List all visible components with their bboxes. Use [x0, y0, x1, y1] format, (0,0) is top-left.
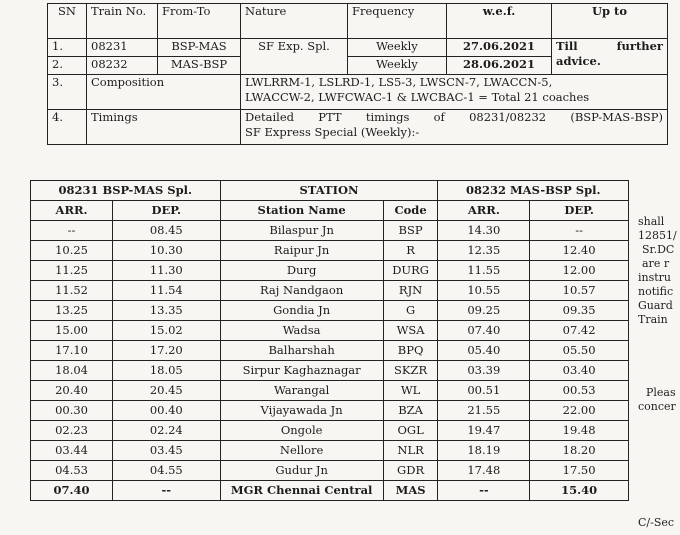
timings-line-1: Detailed PTT timings of 08231/08232 (BSP-MAS-BSP)	[245, 110, 663, 124]
dep-time: 10.30	[113, 241, 220, 261]
station-name: Raipur Jn	[220, 241, 383, 261]
arr-time: 07.40	[31, 481, 113, 501]
arr-time: 10.25	[31, 241, 113, 261]
arr-time: 09.25	[438, 301, 530, 321]
side-line: Guard	[638, 299, 673, 312]
dep-time: 00.40	[113, 401, 220, 421]
arr-time: 00.30	[31, 401, 113, 421]
side-line: Pleas	[646, 386, 676, 399]
station-name: Durg	[220, 261, 383, 281]
timetable-row	[31, 221, 629, 241]
arr-time: 04.53	[31, 461, 113, 481]
sn: 2.	[48, 57, 87, 75]
group-header-row	[31, 181, 629, 201]
dep-time: 12.40	[530, 241, 629, 261]
station-code: RJN	[383, 281, 438, 301]
side-line: Sr.DC	[642, 243, 675, 256]
composition-value	[241, 75, 668, 110]
up-train-header: 08232 MAS-BSP Spl.	[438, 181, 629, 201]
dep-time: 03.45	[113, 441, 220, 461]
dep-time: 12.00	[530, 261, 629, 281]
station-name: MGR Chennai Central	[220, 481, 383, 501]
arr-time: 21.55	[438, 401, 530, 421]
station-name: Gudur Jn	[220, 461, 383, 481]
station-code: NLR	[383, 441, 438, 461]
side-line: Train	[638, 313, 668, 326]
timings-value	[241, 110, 668, 145]
arr-time: 17.10	[31, 341, 113, 361]
header-up-to: Up to	[552, 4, 668, 39]
side-line: concer	[638, 400, 676, 413]
timings-line-2: SF Express Special (Weekly):-	[245, 125, 420, 139]
timetable-row	[31, 261, 629, 281]
timetable-row	[31, 241, 629, 261]
sn: 3.	[48, 75, 87, 110]
station-code: R	[383, 241, 438, 261]
station-name: Sirpur Kaghaznagar	[220, 361, 383, 381]
station-header: STATION	[220, 181, 438, 201]
arr-time: 12.35	[438, 241, 530, 261]
arr-time: 10.55	[438, 281, 530, 301]
timetable-row	[31, 441, 629, 461]
train-no: 08232	[87, 57, 158, 75]
station-name: Bilaspur Jn	[220, 221, 383, 241]
dep-time: 05.50	[530, 341, 629, 361]
header-train-no: Train No.	[87, 4, 158, 39]
timetable	[30, 180, 629, 501]
dep-time: --	[113, 481, 220, 501]
arr-time: --	[31, 221, 113, 241]
station-code: WSA	[383, 321, 438, 341]
dep-time: 17.20	[113, 341, 220, 361]
timetable-row	[31, 381, 629, 401]
from-to: MAS-BSP	[158, 57, 241, 75]
station-name: Nellore	[220, 441, 383, 461]
station-code: WL	[383, 381, 438, 401]
arr-time: 05.40	[438, 341, 530, 361]
station-name: Vijayawada Jn	[220, 401, 383, 421]
dep-time: 02.24	[113, 421, 220, 441]
dep-header: DEP.	[113, 201, 220, 221]
sn: 1.	[48, 39, 87, 57]
down-train-header: 08231 BSP-MAS Spl.	[31, 181, 221, 201]
dep-time: 09.35	[530, 301, 629, 321]
timings-label: Timings	[87, 110, 241, 145]
composition-line-1: LWLRRM-1, LSLRD-1, LS5-3, LWSCN-7, LWACCN-5,	[245, 75, 553, 89]
dep-time: 22.00	[530, 401, 629, 421]
arr-time: 17.48	[438, 461, 530, 481]
dep-time: 19.48	[530, 421, 629, 441]
dep-time: 18.05	[113, 361, 220, 381]
arr-time: 11.25	[31, 261, 113, 281]
wef-date: 28.06.2021	[447, 57, 552, 75]
timetable-row	[31, 361, 629, 381]
arr-time: 11.55	[438, 261, 530, 281]
side-line: instru	[638, 271, 672, 284]
arr-time: 20.40	[31, 381, 113, 401]
timetable-row	[31, 301, 629, 321]
dep-time: 20.45	[113, 381, 220, 401]
dep-time: 03.40	[530, 361, 629, 381]
frequency: Weekly	[348, 39, 447, 57]
station-code: G	[383, 301, 438, 321]
arr-time: 19.47	[438, 421, 530, 441]
nature: SF Exp. Spl.	[241, 39, 348, 75]
dep-time: 11.30	[113, 261, 220, 281]
side-text-top	[638, 215, 677, 327]
dep-time: 17.50	[530, 461, 629, 481]
arr-time: 03.39	[438, 361, 530, 381]
from-to: BSP-MAS	[158, 39, 241, 57]
side-text-bottom: C/-Sec	[638, 516, 675, 529]
dep-time: 00.53	[530, 381, 629, 401]
frequency: Weekly	[348, 57, 447, 75]
arr-time: 18.19	[438, 441, 530, 461]
arr-time: 13.25	[31, 301, 113, 321]
timetable-row	[31, 321, 629, 341]
arr-time: 14.30	[438, 221, 530, 241]
timetable-row	[31, 281, 629, 301]
dep-time: 15.02	[113, 321, 220, 341]
up-to	[552, 39, 668, 75]
station-name: Raj Nandgaon	[220, 281, 383, 301]
station-name: Ongole	[220, 421, 383, 441]
header-row	[48, 4, 668, 39]
composition-row	[48, 75, 668, 110]
dep-time: 10.57	[530, 281, 629, 301]
arr-time: --	[438, 481, 530, 501]
side-line: 12851/	[638, 229, 677, 242]
station-code: BPQ	[383, 341, 438, 361]
dep-time: 15.40	[530, 481, 629, 501]
station-code: OGL	[383, 421, 438, 441]
header-frequency: Frequency	[348, 4, 447, 39]
dep-time: --	[530, 221, 629, 241]
side-text-mid	[638, 386, 676, 414]
arr-header: ARR.	[438, 201, 530, 221]
code-header: Code	[383, 201, 438, 221]
station-name: Balharshah	[220, 341, 383, 361]
arr-time: 07.40	[438, 321, 530, 341]
train-row	[48, 39, 668, 57]
timetable-row	[31, 461, 629, 481]
side-line: notific	[638, 285, 674, 298]
timetable-body	[31, 221, 629, 501]
train-details-table	[47, 3, 668, 145]
side-line: are r	[642, 257, 670, 270]
station-name-header: Station Name	[220, 201, 383, 221]
station-name: Gondia Jn	[220, 301, 383, 321]
up-to-line-2: advice.	[556, 54, 601, 68]
dep-time: 13.35	[113, 301, 220, 321]
dep-time: 18.20	[530, 441, 629, 461]
arr-time: 00.51	[438, 381, 530, 401]
header-sn: SN	[48, 4, 87, 39]
wef-date: 27.06.2021	[447, 39, 552, 57]
header-from-to: From-To	[158, 4, 241, 39]
station-code: SKZR	[383, 361, 438, 381]
train-no: 08231	[87, 39, 158, 57]
arr-header: ARR.	[31, 201, 113, 221]
timetable-row	[31, 401, 629, 421]
dep-time: 08.45	[113, 221, 220, 241]
arr-time: 11.52	[31, 281, 113, 301]
station-code: BZA	[383, 401, 438, 421]
sub-header-row	[31, 201, 629, 221]
composition-label: Composition	[87, 75, 241, 110]
station-code: BSP	[383, 221, 438, 241]
station-name: Wadsa	[220, 321, 383, 341]
station-code: MAS	[383, 481, 438, 501]
header-wef: w.e.f.	[447, 4, 552, 39]
sn: 4.	[48, 110, 87, 145]
header-nature: Nature	[241, 4, 348, 39]
station-name: Warangal	[220, 381, 383, 401]
dep-time: 07.42	[530, 321, 629, 341]
station-code: GDR	[383, 461, 438, 481]
arr-time: 15.00	[31, 321, 113, 341]
up-to-line-1: Till further	[556, 39, 663, 53]
timetable-row	[31, 421, 629, 441]
dep-time: 11.54	[113, 281, 220, 301]
station-code: DURG	[383, 261, 438, 281]
timetable-row	[31, 341, 629, 361]
side-line: shall	[638, 215, 665, 228]
timings-row	[48, 110, 668, 145]
composition-line-2: LWACCW-2, LWFCWAC-1 & LWCBAC-1 = Total 21 coaches	[245, 90, 590, 104]
arr-time: 03.44	[31, 441, 113, 461]
arr-time: 18.04	[31, 361, 113, 381]
dep-time: 04.55	[113, 461, 220, 481]
timetable-row	[31, 481, 629, 501]
dep-header: DEP.	[530, 201, 629, 221]
arr-time: 02.23	[31, 421, 113, 441]
